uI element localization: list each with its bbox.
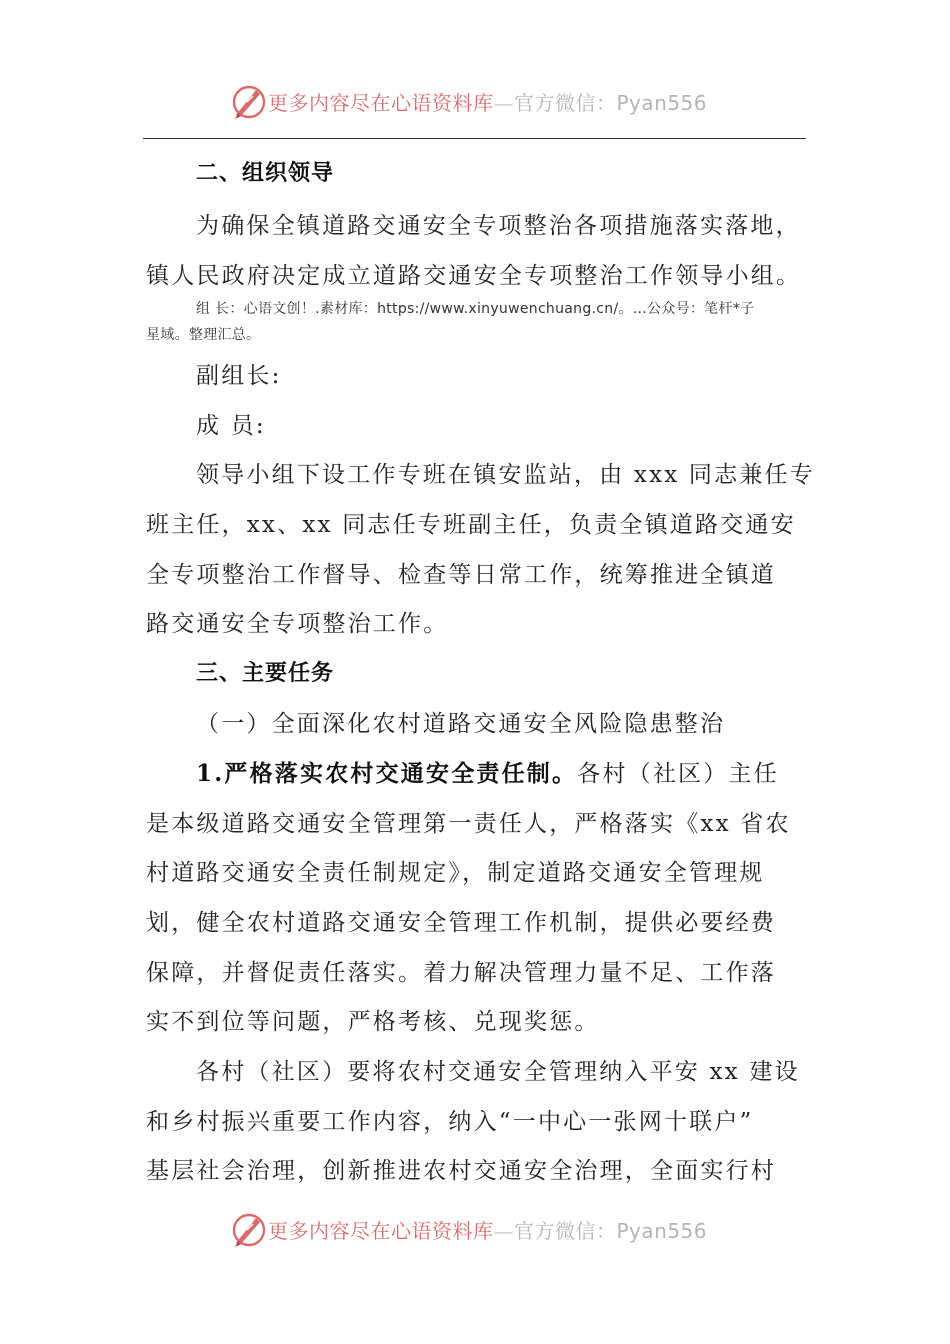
paragraph-line: 村道路交通安全责任制规定》，制定道路交通安全管理规 xyxy=(146,860,765,886)
paragraph-line: 保障，并督促责任落实。着力解决管理力量不足、工作落 xyxy=(146,960,776,986)
section-heading-main-tasks: 三、主要任务 xyxy=(196,661,335,686)
banner-main-text: 更多内容尽在心语资料库 xyxy=(268,1219,494,1243)
leader-line-continued: 星域。整理汇总。 xyxy=(146,327,261,343)
item-1-first-line xyxy=(196,755,779,788)
paragraph-line: 是本级道路交通安全管理第一责任人，严格落实《xx 省农 xyxy=(146,811,791,837)
quill-pen-logo-icon xyxy=(229,82,269,122)
banner-main-text: 更多内容尽在心语资料库 xyxy=(268,91,494,115)
paragraph-line: 实不到位等问题，严格考核、兑现奖惩。 xyxy=(146,1009,600,1035)
paragraph-line: 班主任，xx、xx 同志任专班副主任，负责全镇道路交通安 xyxy=(146,512,796,538)
subsection-heading: （一）全面深化农村道路交通安全风险隐患整治 xyxy=(196,711,726,737)
quill-pen-logo-icon xyxy=(229,1210,269,1250)
leader-line: 组 长：心语文创！.素材库：https://www.xinyuwenchuang.cn/。…公众号：笔杆*子 xyxy=(196,301,755,317)
paragraph-line: 基层社会治理，创新推进农村交通安全治理，全面实行村 xyxy=(146,1158,776,1184)
banner-dash: — xyxy=(493,1219,514,1243)
members-label: 成 员: xyxy=(196,413,266,439)
header-banner xyxy=(0,78,950,128)
banner-dash: — xyxy=(493,91,514,115)
paragraph-line: 各村（社区）要将农村交通安全管理纳入平安 xx 建设 xyxy=(196,1059,800,1085)
item-1-text: 各村（社区）主任 xyxy=(577,761,779,787)
header-divider xyxy=(143,138,806,139)
deputy-leader-label: 副组长: xyxy=(196,363,282,389)
paragraph-line: 路交通安全专项整治工作。 xyxy=(146,611,449,637)
section-heading-organization: 二、组织领导 xyxy=(196,161,335,186)
paragraph-line: 为确保全镇道路交通安全专项整治各项措施落实落地， xyxy=(196,213,801,239)
banner-wechat-text: 官方微信：Pyan556 xyxy=(514,91,708,115)
paragraph-line: 全专项整治工作督导、检查等日常工作，统筹推进全镇道 xyxy=(146,562,776,588)
paragraph-line: 和乡村振兴重要工作内容，纳入“一中心一张网十联户” xyxy=(146,1109,754,1135)
banner-wechat-text: 官方微信：Pyan556 xyxy=(514,1219,708,1243)
footer-banner-text xyxy=(268,1215,707,1247)
paragraph-line: 镇人民政府决定成立道路交通安全专项整治工作领导小组。 xyxy=(146,263,802,289)
paragraph-line: 划，健全农村道路交通安全管理工作机制，提供必要经费 xyxy=(146,910,776,936)
paragraph-line: 领导小组下设工作专班在镇安监站，由 xxx 同志兼任专 xyxy=(196,462,815,488)
footer-banner xyxy=(0,1206,950,1256)
item-1-title: 1.严格落实农村交通安全责任制。 xyxy=(196,760,578,787)
header-banner-text xyxy=(268,87,707,119)
